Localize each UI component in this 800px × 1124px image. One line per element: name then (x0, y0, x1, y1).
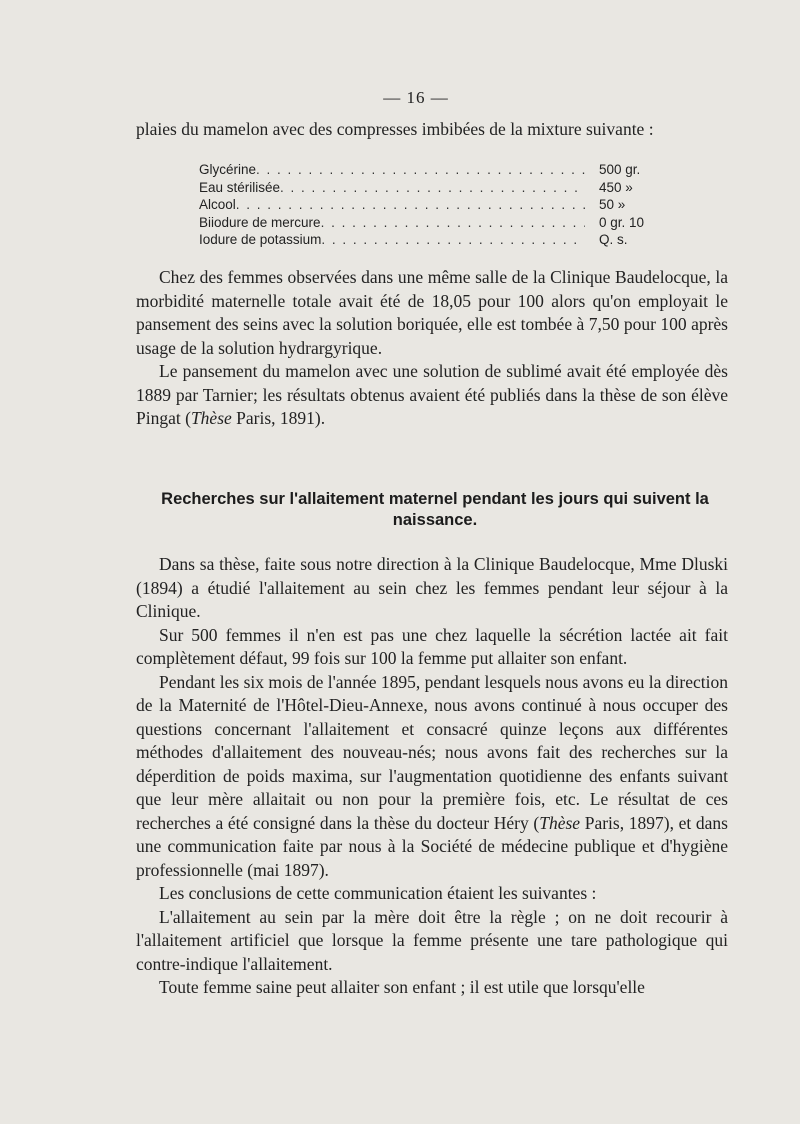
paragraph: L'allaitement au sein par la mère doit être la règle ; on ne doit recourir à l'allaitement artificiel que lorsque la femme présente une tare pathologique qui contre-indique l'allaitement. (136, 906, 728, 974)
recipe-row (199, 231, 669, 249)
paragraph: Sur 500 femmes il n'en est pas une chez laquelle la sécrétion lactée ait fait complètement défaut, 99 fois sur 100 la femme put allaiter son enfant. (136, 624, 728, 668)
recipe-row (199, 196, 669, 214)
recipe-quantity: Q. s. (599, 232, 628, 248)
recipe-ingredient: Iodure de potassium (199, 232, 322, 248)
recipe-quantity: 0 gr. 10 (599, 214, 645, 230)
recipe-row (199, 179, 669, 197)
paragraph: Dans sa thèse, faite sous notre direction à la Clinique Baudelocque, Mme Dluski (1894) a étudié l'allaitement au sein chez les femmes pendant leur séjour à la Clinique. (136, 554, 728, 621)
intro-line: plaies du mamelon avec des compresses imbibées de la mixture suivante : (136, 119, 654, 139)
intro-text (136, 118, 728, 142)
paragraph: Les conclusions de cette communication étaient les suivantes : (159, 883, 597, 903)
recipe-quantity: 500 gr. (599, 162, 641, 177)
section-heading: Recherches sur l'allaitement maternel pendant les jours qui suivent la naissance. (161, 490, 709, 529)
section-body-1 (136, 266, 728, 431)
recipe-ingredient: Eau stérilisée (199, 179, 281, 195)
recipe-ingredient: Glycérine (199, 162, 257, 177)
paragraph: Le pansement du mamelon avec une solution de sublimé avait été employée dès 1889 par Tarnier; les résultats obtenus avaient été publiés dans la thèse de son élève Pingat (Thèse Paris, 1891). (136, 361, 728, 428)
paragraph: Pendant les six mois de l'année 1895, pendant lesquels nous avons eu la direction de la Maternité de l'Hôtel-Dieu-Annexe, nous avons continué à nous occuper des questions concernant l'allaitement et consacré quinze leçons aux différentes méthodes d'allaitement des nouveau-nés; nous avons fait des recherches sur la déperdition de poids maxima, sur l'augmentation quotidienne des enfants suivant que leur mère allaitait ou non pour la première fois, etc. Le résultat de ces recherches a été consigné dans la thèse du docteur Héry (Thèse Paris, 1897), et dans une communication faite par nous à la Société de médecine publique et d'hygiène professionnelle (mai 1897). (136, 671, 728, 880)
recipe-ingredient: Alcool (199, 197, 236, 213)
page-number: — 16 — (383, 88, 449, 107)
paragraph: Chez des femmes observées dans une même salle de la Clinique Baudelocque, la morbidité maternelle totale avait été de 18,05 pour 100 alors qu'on employait le pansement des seins avec la solution boriquée, elle est tombée à 7,50 pour 100 après usage de la solution hydrargyrique. (136, 267, 728, 358)
recipe-ingredient: Biiodure de mercure (199, 214, 321, 230)
recipe-row (199, 161, 669, 179)
section-body-2 (136, 553, 728, 1000)
paragraph: Toute femme saine peut allaiter son enfant ; il est utile que lorsqu'elle (159, 977, 645, 997)
recipe-list (199, 161, 669, 249)
recipe-quantity: 50 » (599, 197, 626, 213)
recipe-row (199, 214, 669, 232)
recipe-quantity: 450 » (599, 179, 633, 195)
